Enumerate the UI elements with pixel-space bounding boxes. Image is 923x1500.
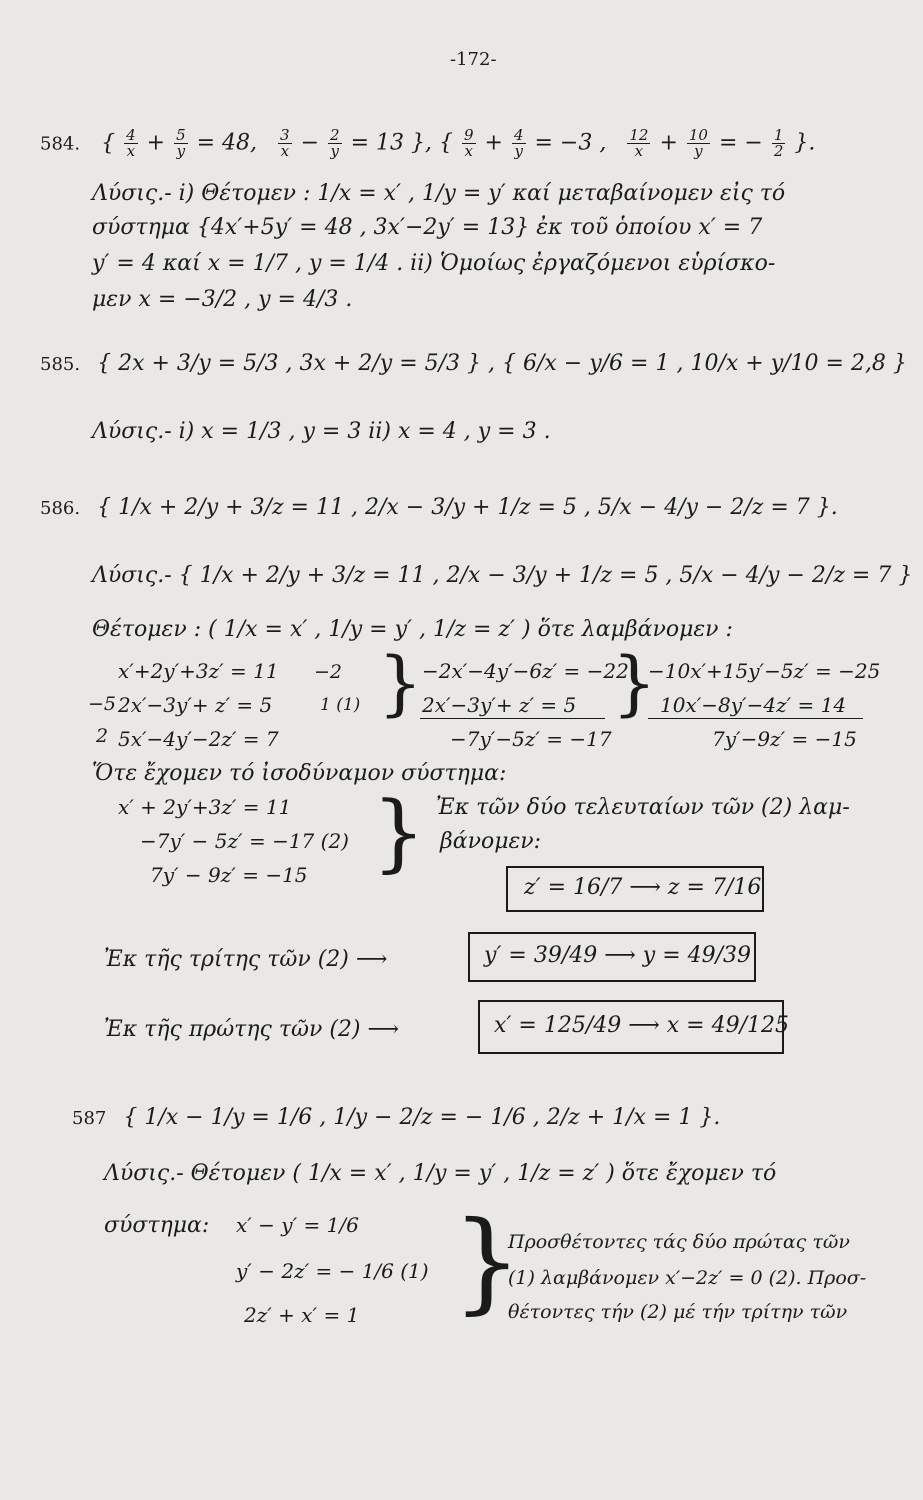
problem-585-equation: 585. { 2x + 3/y = 5/3 , 3x + 2/y = 5/3 } , { 6/x − y/6 = 1 , 10/x + y/10 = 2,8 }	[40, 351, 907, 376]
fraction: $\frac{5}{y}$	[176, 126, 186, 160]
brace: }	[612, 642, 657, 724]
problem-586-equation: 586. { 1/x + 2/y + 3/z = 11 , 2/x − 3/y + 1/z = 5 , 5/x − 4/y − 2/z = 7 }.	[40, 495, 838, 520]
problem-586-solution: Λύσις.- { 1/x + 2/y + 3/z = 11 , 2/x − 3/y + 1/z = 5 , 5/x − 4/y − 2/z = 7 }	[92, 563, 913, 588]
problem-587-equation: 587 { 1/x − 1/y = 1/6 , 1/y − 2/z = − 1/6 , 2/z + 1/x = 1 }.	[72, 1105, 721, 1130]
third-equation-text: Ἐκ τῆς τρίτης τῶν (2) ⟶	[104, 947, 388, 972]
system-col1-row: 5x′−4y′−2z′ = 7	[118, 727, 279, 751]
system-col3-row: −10x′+15y′−5z′ = −25	[648, 659, 881, 683]
first-equation-text: Ἐκ τῆς πρώτης τῶν (2) ⟶	[104, 1017, 400, 1042]
last-two-text: Ἐκ τῶν δύο τελευταίων τῶν (2) λαμ-	[436, 795, 850, 820]
right-text: (1) λαμβάνομεν x′−2z′ = 0 (2). Προσ-	[508, 1267, 867, 1289]
system-row: 2z′ + x′ = 1	[244, 1303, 360, 1327]
result-y: y′ = 39/49 ⟶ y = 49/39	[484, 943, 752, 968]
fraction: $\frac{1}{2}$	[773, 126, 784, 160]
right-text: θέτοντες τήν (2) μέ τήν τρίτην τῶν	[508, 1301, 848, 1323]
problem-584-equation: 584. { $\frac{4}{x}$ + $\frac{5}{y}$ = 48, $\frac{3}{x}$ − $\frac{2}{y}$ = 13 }, { $\frac{9}{x}$ + $\frac{4}{y}$ = −3 , $\frac{12}{x}$ + $\frac{10}{y}$ = − $\frac{1}{2}$ }.	[40, 126, 816, 160]
equivalent-system-row: x′ + 2y′+3z′ = 11	[118, 795, 292, 819]
mult-right: −2	[314, 661, 343, 683]
equivalent-system-label: Ὅτε ἔχομεν τό ἰσοδύναμον σύστημα:	[92, 761, 507, 786]
sum-line	[420, 718, 605, 719]
problem-587-number: 587	[72, 1108, 107, 1129]
problem-586-substitution: Θέτομεν : ( 1/x = x′ , 1/y = y′ , 1/z = z′ ) ὅτε λαμβάνομεν :	[92, 617, 733, 642]
fraction: $\frac{10}{y}$	[688, 126, 708, 160]
problem-584-number: 584.	[40, 133, 81, 155]
problem-584-solution-line1: Λύσις.- i) Θέτομεν : 1/x = x′ , 1/y = y′ καί μεταβαίνομεν εἰς τό	[92, 181, 786, 206]
problem-587-solution: Λύσις.- Θέτομεν ( 1/x = x′ , 1/y = y′ , 1/z = z′ ) ὅτε ἔχομεν τό	[104, 1161, 777, 1186]
system-col1-row: 2x′−3y′+ z′ = 5	[118, 693, 273, 717]
right-text: Προσθέτοντες τάς δύο πρώτας τῶν	[508, 1231, 850, 1253]
result-x: x′ = 125/49 ⟶ x = 49/125	[494, 1013, 789, 1038]
mult-right: 1 (1)	[320, 695, 361, 715]
system-col2-row: 2x′−3y′+ z′ = 5	[422, 693, 577, 717]
brace: {	[101, 130, 116, 156]
system-col3-row: 10x′−8y′−4z′ = 14	[660, 693, 847, 717]
brace: }	[452, 1197, 522, 1325]
fraction: $\frac{12}{x}$	[629, 126, 649, 160]
last-two-text: βάνομεν:	[440, 829, 542, 854]
problem-584-solution-line2: σύστημα {4x′+5y′ = 48 , 3x′−2y′ = 13} ἐκ τοῦ ὁποίου x′ = 7	[92, 215, 763, 240]
fraction: $\frac{9}{x}$	[463, 126, 474, 160]
problem-585-number: 585.	[40, 354, 81, 375]
problem-586-number: 586.	[40, 498, 81, 519]
problem-584-solution-line4: μεν x = −3/2 , y = 4/3 .	[92, 287, 353, 312]
system-row: y′ − 2z′ = − 1/6 (1)	[236, 1259, 429, 1283]
problem-585-solution: Λύσις.- i) x = 1/3 , y = 3 ii) x = 4 , y = 3 .	[92, 419, 551, 444]
brace: }	[372, 783, 426, 881]
fraction: $\frac{4}{x}$	[126, 126, 136, 160]
equivalent-system-row: 7y′ − 9z′ = −15	[150, 863, 308, 887]
system-col1-row: x′+2y′+3z′ = 11	[118, 659, 279, 683]
sum-line	[648, 718, 863, 719]
system-col3-row: 7y′−9z′ = −15	[712, 727, 857, 751]
fraction: $\frac{3}{x}$	[280, 126, 290, 160]
page-number: -172-	[450, 49, 497, 70]
fraction: $\frac{2}{y}$	[330, 126, 340, 160]
brace: }	[378, 642, 423, 724]
result-z: z′ = 16/7 ⟶ z = 7/16	[524, 875, 762, 900]
fraction: $\frac{4}{y}$	[513, 126, 524, 160]
equivalent-system-row: −7y′ − 5z′ = −17 (2)	[140, 829, 349, 853]
system-row: x′ − y′ = 1/6	[236, 1213, 359, 1237]
system-col2-row: −2x′−4y′−6z′ = −22	[422, 659, 629, 683]
problem-584-solution-line3: y′ = 4 καί x = 1/7 , y = 1/4 . ii) Ὁμοίως ἐργαζόμενοι εὑρίσκο-	[92, 251, 776, 276]
system-label: σύστημα:	[104, 1213, 210, 1238]
mult-left: 2	[96, 725, 109, 747]
mult-left: −5	[88, 693, 117, 715]
system-col2-row: −7y′−5z′ = −17	[450, 727, 612, 751]
